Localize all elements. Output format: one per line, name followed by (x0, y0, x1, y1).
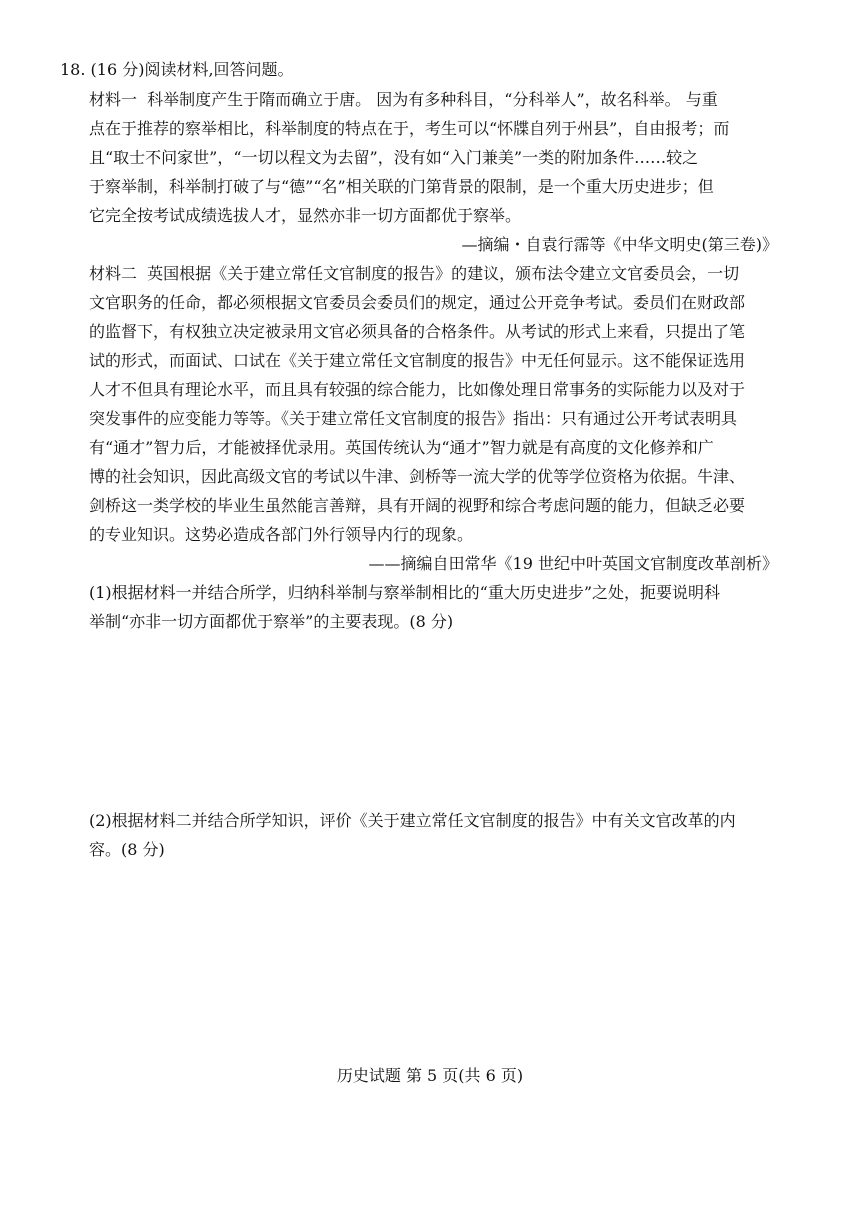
material-two-line: 的专业知识。这势必造成各部门外行领导内行的现象。 (89, 525, 474, 544)
material-one-source: —摘编・自袁行霈等《中华文明史(第三卷)》 (461, 235, 778, 254)
material-two-line: 博的社会知识，因此高级文官的考试以牛津、剑桥等一流大学的优等学位资格为依据。牛津、 (89, 467, 746, 486)
sub-question-2-line: 容。(8 分) (89, 840, 165, 859)
sub-question-2-line: (2)根据材料二并结合所学知识，评价《关于建立常任文官制度的报告》中有关文官改革的内 (89, 811, 736, 830)
material-one-line: 点在于推荐的察举相比，科举制度的特点在于，考生可以“怀牒自列于州县”，自由报考；而 (89, 119, 730, 138)
material-one-line: 于察举制，科举制打破了与“德”“名”相关联的门第背景的限制，是一个重大历史进步；但 (89, 177, 714, 196)
page-footer: 历史试题 第 5 页(共 6 页) (336, 1066, 524, 1085)
material-two-line: 试的形式，而面试、口试在《关于建立常任文官制度的报告》中无任何显示。这不能保证选用 (89, 351, 746, 370)
material-two-line: 材料二 英国根据《关于建立常任文官制度的报告》的建议，颁布法令建立文官委员会，一切 (89, 264, 740, 283)
material-two-source: ——摘编自田常华《19 世纪中叶英国文官制度改革剖析》 (368, 554, 778, 573)
material-two-line: 人才不但具有理论水平，而且具有较强的综合能力，比如像处理日常事务的实际能力以及对于 (89, 380, 746, 399)
material-one-line: 它完全按考试成绩选拔人才，显然亦非一切方面都优于察举。 (89, 206, 522, 225)
sub-question-1-line: (1)根据材料一并结合所学，归纳科举制与察举制相比的“重大历史进步”之处，扼要说明科 (89, 583, 721, 602)
material-two-line: 的监督下，有权独立决定被录用文官必须具备的合格条件。从考试的形式上来看，只提出了笔 (89, 322, 746, 341)
material-one-line: 材料一 科举制度产生于隋而确立于唐。 因为有多种科目，“分科举人”，故名科举。 与重 (89, 90, 718, 109)
material-two-line: 有“通才”智力后，才能被择优录用。英国传统认为“通才”智力就是有高度的文化修养和广 (89, 438, 714, 457)
material-two-line: 突发事件的应变能力等等。《关于建立常任文官制度的报告》指出：只有通过公开考试表明具 (89, 409, 738, 428)
material-two-line: 剑桥这一类学校的毕业生虽然能言善辩，具有开阔的视野和综合考虑问题的能力，但缺乏必要 (89, 496, 746, 515)
material-two-line: 文官职务的任命，都必须根据文官委员会委员们的规定，通过公开竞争考试。委员们在财政部 (89, 293, 746, 312)
question-header: 18. (16 分)阅读材料,回答问题。 (60, 60, 294, 79)
sub-question-1-line: 举制“亦非一切方面都优于察举”的主要表现。(8 分) (89, 612, 454, 631)
material-one-line: 且“取士不问家世”，“一切以程文为去留”，没有如“入门兼美”一类的附加条件……较之 (89, 148, 699, 167)
